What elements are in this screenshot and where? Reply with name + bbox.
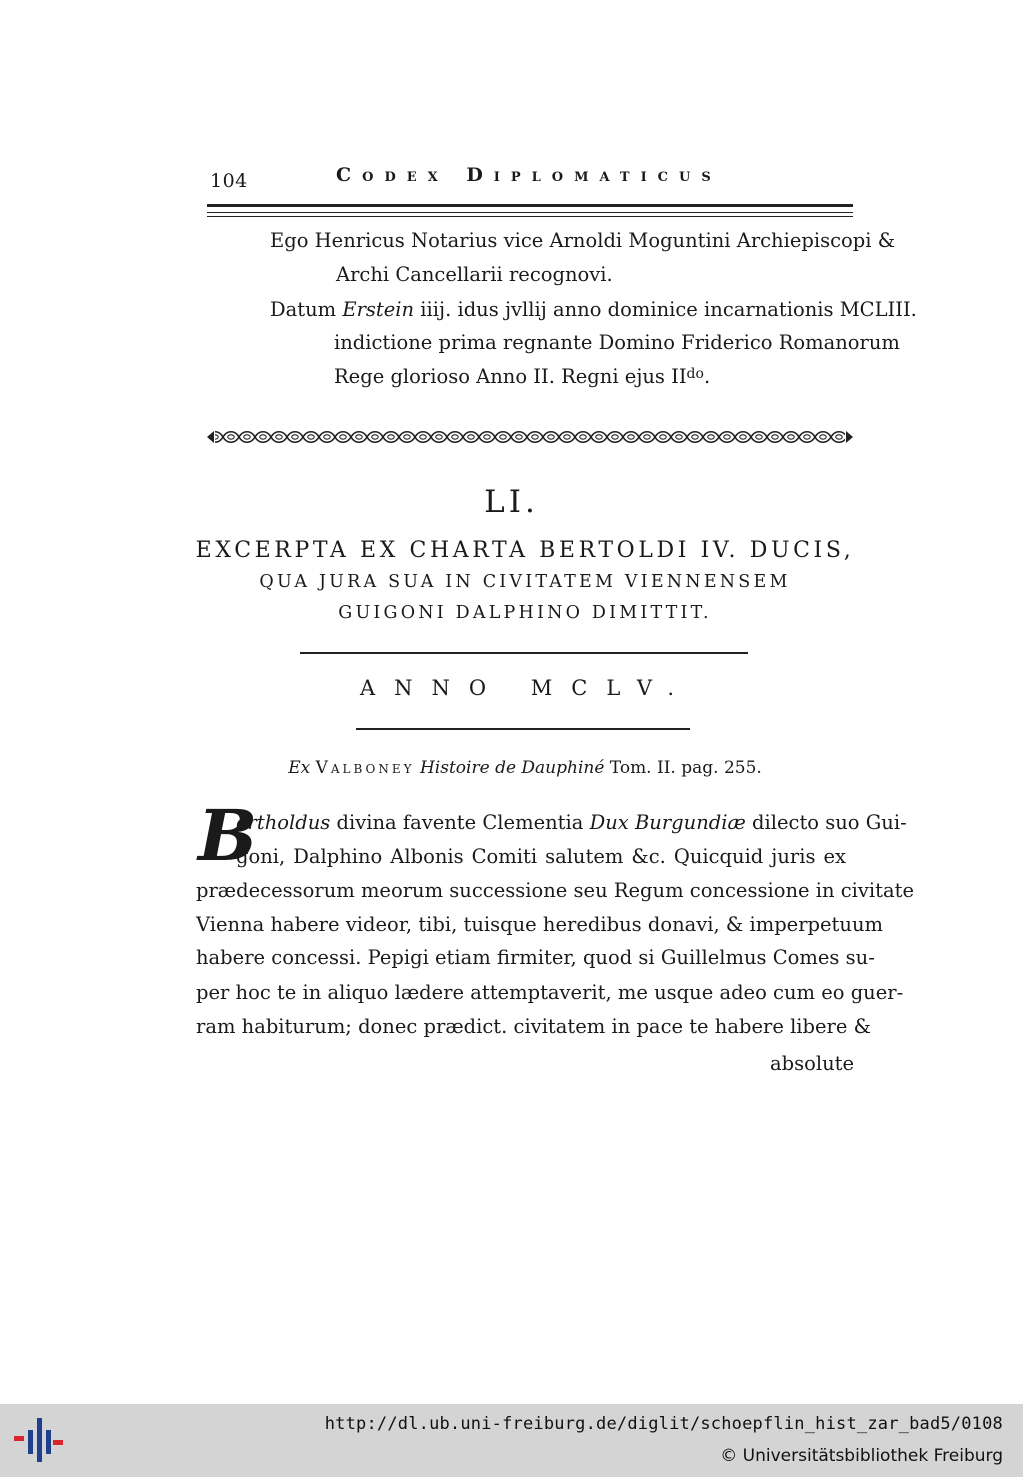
dating-line-3: Rege glorioso Anno II. Regni ejus $II^{do}$. — [334, 365, 711, 388]
chapter-number: LI. — [484, 484, 539, 520]
document-url-link[interactable]: http://dl.ub.uni-freiburg.de/diglit/schoepflin_hist_zar_bad5/0108 — [324, 1414, 1003, 1434]
body-line-6: per hoc te in aliquo lædere attemptaverit, me usque adeo cum eo guer- — [196, 981, 904, 1004]
header-rule-thick — [207, 204, 853, 207]
catchword: absolute — [770, 1052, 855, 1075]
chapter-title-line-2: QUA JURA SUA IN CIVITATEM VIENNENSEM — [259, 572, 791, 592]
page-number: 104 — [210, 170, 248, 192]
running-title: Codex Diplomaticus — [336, 164, 722, 186]
body-line-5: habere concessi. Pepigi etiam firmiter, quod si Guillelmus Comes su- — [196, 946, 875, 969]
copyright-notice: © Universitätsbibliothek Freiburg — [720, 1446, 1003, 1466]
title-rule — [300, 652, 748, 654]
year-rule — [356, 728, 690, 730]
place-name: Erstein — [342, 298, 415, 321]
body-line-4: Vienna habere videor, tibi, tuisque heredibus donavi, & imperpetuum — [196, 913, 884, 936]
drop-capital: B — [198, 794, 258, 877]
dating-line-1: Datum Erstein iiij. idus jvllij anno dominice incarnationis MCLIII. — [270, 298, 917, 321]
body-line-3: prædecessorum meorum successione seu Regum concessione in civitate — [196, 879, 914, 902]
header-rule-thin — [207, 212, 853, 213]
chapter-title-line-1: EXCERPTA EX CHARTA BERTOLDI IV. DUCIS, — [195, 538, 855, 563]
body-line-1: ertholdus divina favente Clementia Dux Burgundiæ dilecto suo Gui- — [236, 811, 907, 834]
chapter-title-line-3: GUIGONI DALPHINO DIMITTIT. — [338, 603, 712, 623]
dating-line-2: indictione prima regnante Domino Friderico Romanorum — [334, 331, 900, 354]
footer-bar — [0, 1404, 1023, 1477]
body-line-7: ram habiturum; donec prædict. civitatem in pace te habere libere & — [196, 1015, 871, 1038]
ub-freiburg-logo-icon — [10, 1416, 66, 1464]
header-rule-thin-2 — [207, 216, 853, 217]
year-heading: ANNO MCLV. — [360, 676, 694, 700]
signature-line-2: Archi Cancellarii recognovi. — [336, 263, 613, 286]
source-citation: Ex Valboney Histoire de Dauphiné Tom. II. pag. 255. — [288, 758, 762, 778]
signature-line-1: Ego Henricus Notarius vice Arnoldi Moguntini Archiepiscopi & — [270, 229, 896, 252]
body-line-2: goni, Dalphino Albonis Comiti salutem &c. Quicquid juris ex — [236, 845, 846, 868]
ornamental-border — [207, 428, 853, 446]
